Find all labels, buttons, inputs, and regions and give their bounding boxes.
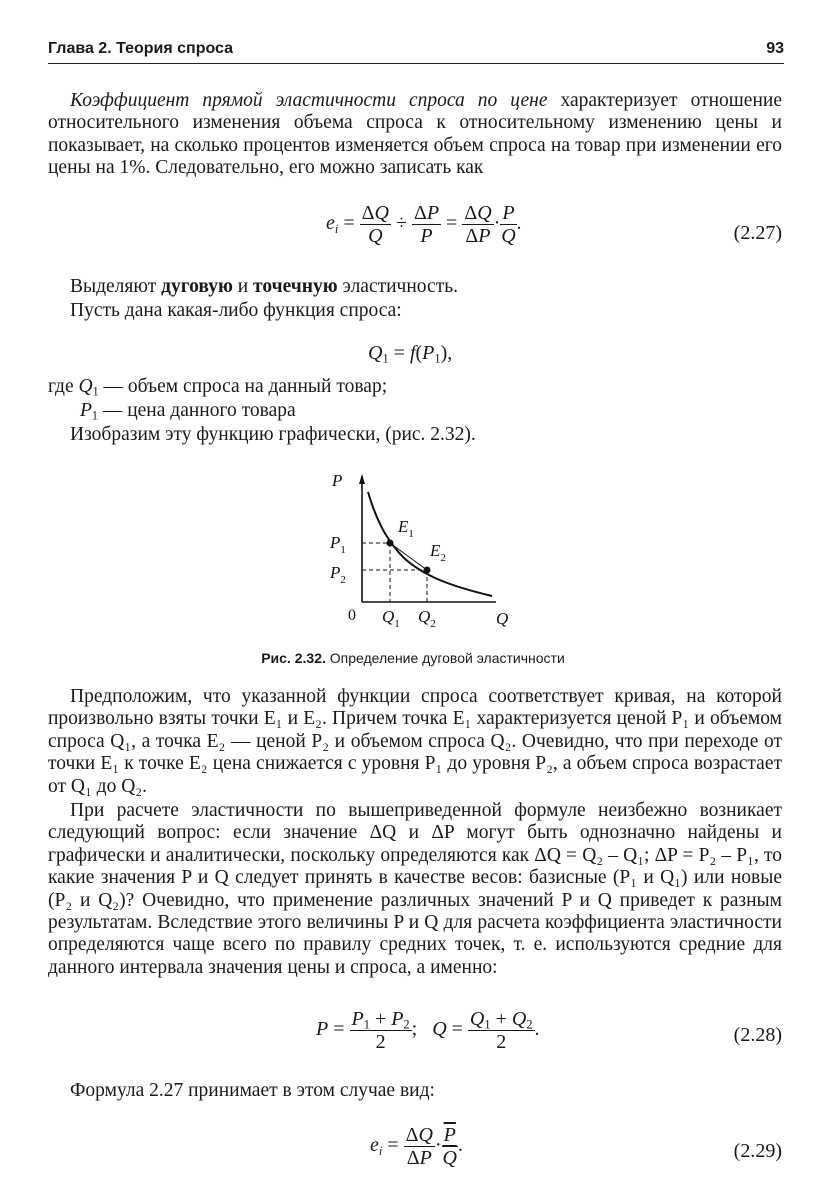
p-axis-arrow-icon <box>359 474 365 484</box>
label-p1: $P_1$ <box>330 533 346 556</box>
where-line-2: $P_1$ — цена данного товара <box>80 400 296 423</box>
paragraph-points: Предположим, что указанной функции спроса соответствует кривая, на которой произвольно взяты точки E₁ и E₂. Причем точка E₁ характеризуется ценой P₁ и объемом спроса Q₁, а точка E₂ — ценой P₂ и объемом спроса Q₂. Очевидно, что при переходе от точки E₁ к точке E₂ цена снижается с уровня P₁ до уровня P₂, а объем спроса возрастает от Q₁ до Q₂. <box>48 686 782 797</box>
paragraph-arc-point: Выделяют дуговую и точечную эластичность. <box>70 276 458 297</box>
header-rule <box>48 63 784 64</box>
demand-curve-figure <box>320 466 530 636</box>
figure-caption-text: Определение дуговой эластичности <box>325 650 565 666</box>
running-header <box>48 38 784 66</box>
formula-2-28-body: P = $\frac{P_1 + P_2}{2}$ ; Q = $\frac{Q_1 + Q_2}{2}$ . <box>316 1008 540 1053</box>
label-e1: $E_1$ <box>398 517 414 540</box>
formula-2-27-number: (2.27) <box>733 222 782 244</box>
where-line-1: где $Q_1$ — объем спроса на данный товар; <box>48 376 388 399</box>
paragraph-formula-intro: Формула 2.27 принимает в этом случае вид: <box>70 1080 435 1101</box>
paragraph-midpoint: При расчете эластичности по вышеприведенной формуле неизбежно возникает следующий вопрос: если значение ΔQ и ΔP могут быть однозначно найдены и графически и аналитически, поскольку определяются как ΔQ = Q₂ – Q₁; ΔP = P₂ – P₁, то какие значения P и Q следует принять в качестве весов: базисные (P₁ и Q₁) или новые (P₂ и Q₂)? Очевидно, что применение различных значений P и Q приведет к разным результатам. Вследствие этого величины P и Q для расчета коэффициента эластичности определяются чаще всего по правилу средних точек, т. е. используются средние для данного интервала значения цены и спроса, а именно: <box>48 800 782 978</box>
formula-2-28-number: (2.28) <box>733 1024 782 1046</box>
label-q-axis: Q <box>496 609 509 628</box>
point-e2 <box>424 567 431 574</box>
label-origin: 0 <box>348 607 356 624</box>
paragraph-demand-function: Пусть дана какая-либо функция спроса: <box>70 300 402 321</box>
definition-term: Коэффициент прямой эластичности спроса по цене <box>70 90 548 111</box>
formula-demand-function: $Q_1 = f(P_1)$, <box>368 342 453 366</box>
formula-2-29-number: (2.29) <box>733 1140 782 1162</box>
page-number: 93 <box>766 40 784 57</box>
figure-caption <box>0 650 826 666</box>
formula-2-27-body: $e_i$ = $\frac{\Delta Q}{Q}$ ÷ $\frac{\Delta P}{P}$ = $\frac{\Delta Q}{\Delta P}$ · $\frac{P}{Q}$ . <box>326 202 522 247</box>
point-e1 <box>387 540 394 547</box>
chapter-title: Глава 2. Теория спроса <box>48 40 234 57</box>
label-q1: $Q_1$ <box>382 607 400 630</box>
label-p-axis: P <box>332 471 343 490</box>
term-point: точечную <box>253 276 338 297</box>
term-arc: дуговую <box>161 276 233 297</box>
definition-text: характеризует отношение относительного изменения объема спроса к относительному изменению цены и показывает, на сколько процентов изменяется объем спроса на товар при изменении его цены на 1%. Следовательно, его можно записать как <box>48 90 782 179</box>
label-e2: $E_2$ <box>430 541 446 564</box>
figure-caption-number: Рис. 2.32. <box>261 650 326 666</box>
label-q2: $Q_2$ <box>418 607 436 630</box>
arc-chord <box>390 543 427 570</box>
label-p2: $P_2$ <box>330 563 346 586</box>
formula-2-29-body: $e_i$ = $\frac{\Delta Q}{\Delta P}$ · $\frac{\overline{P}}{Q}$ . <box>370 1124 463 1169</box>
paragraph-graph-intro: Изобразим эту функцию графически, (рис. 2.32). <box>70 424 476 445</box>
paragraph-definition <box>48 90 782 180</box>
